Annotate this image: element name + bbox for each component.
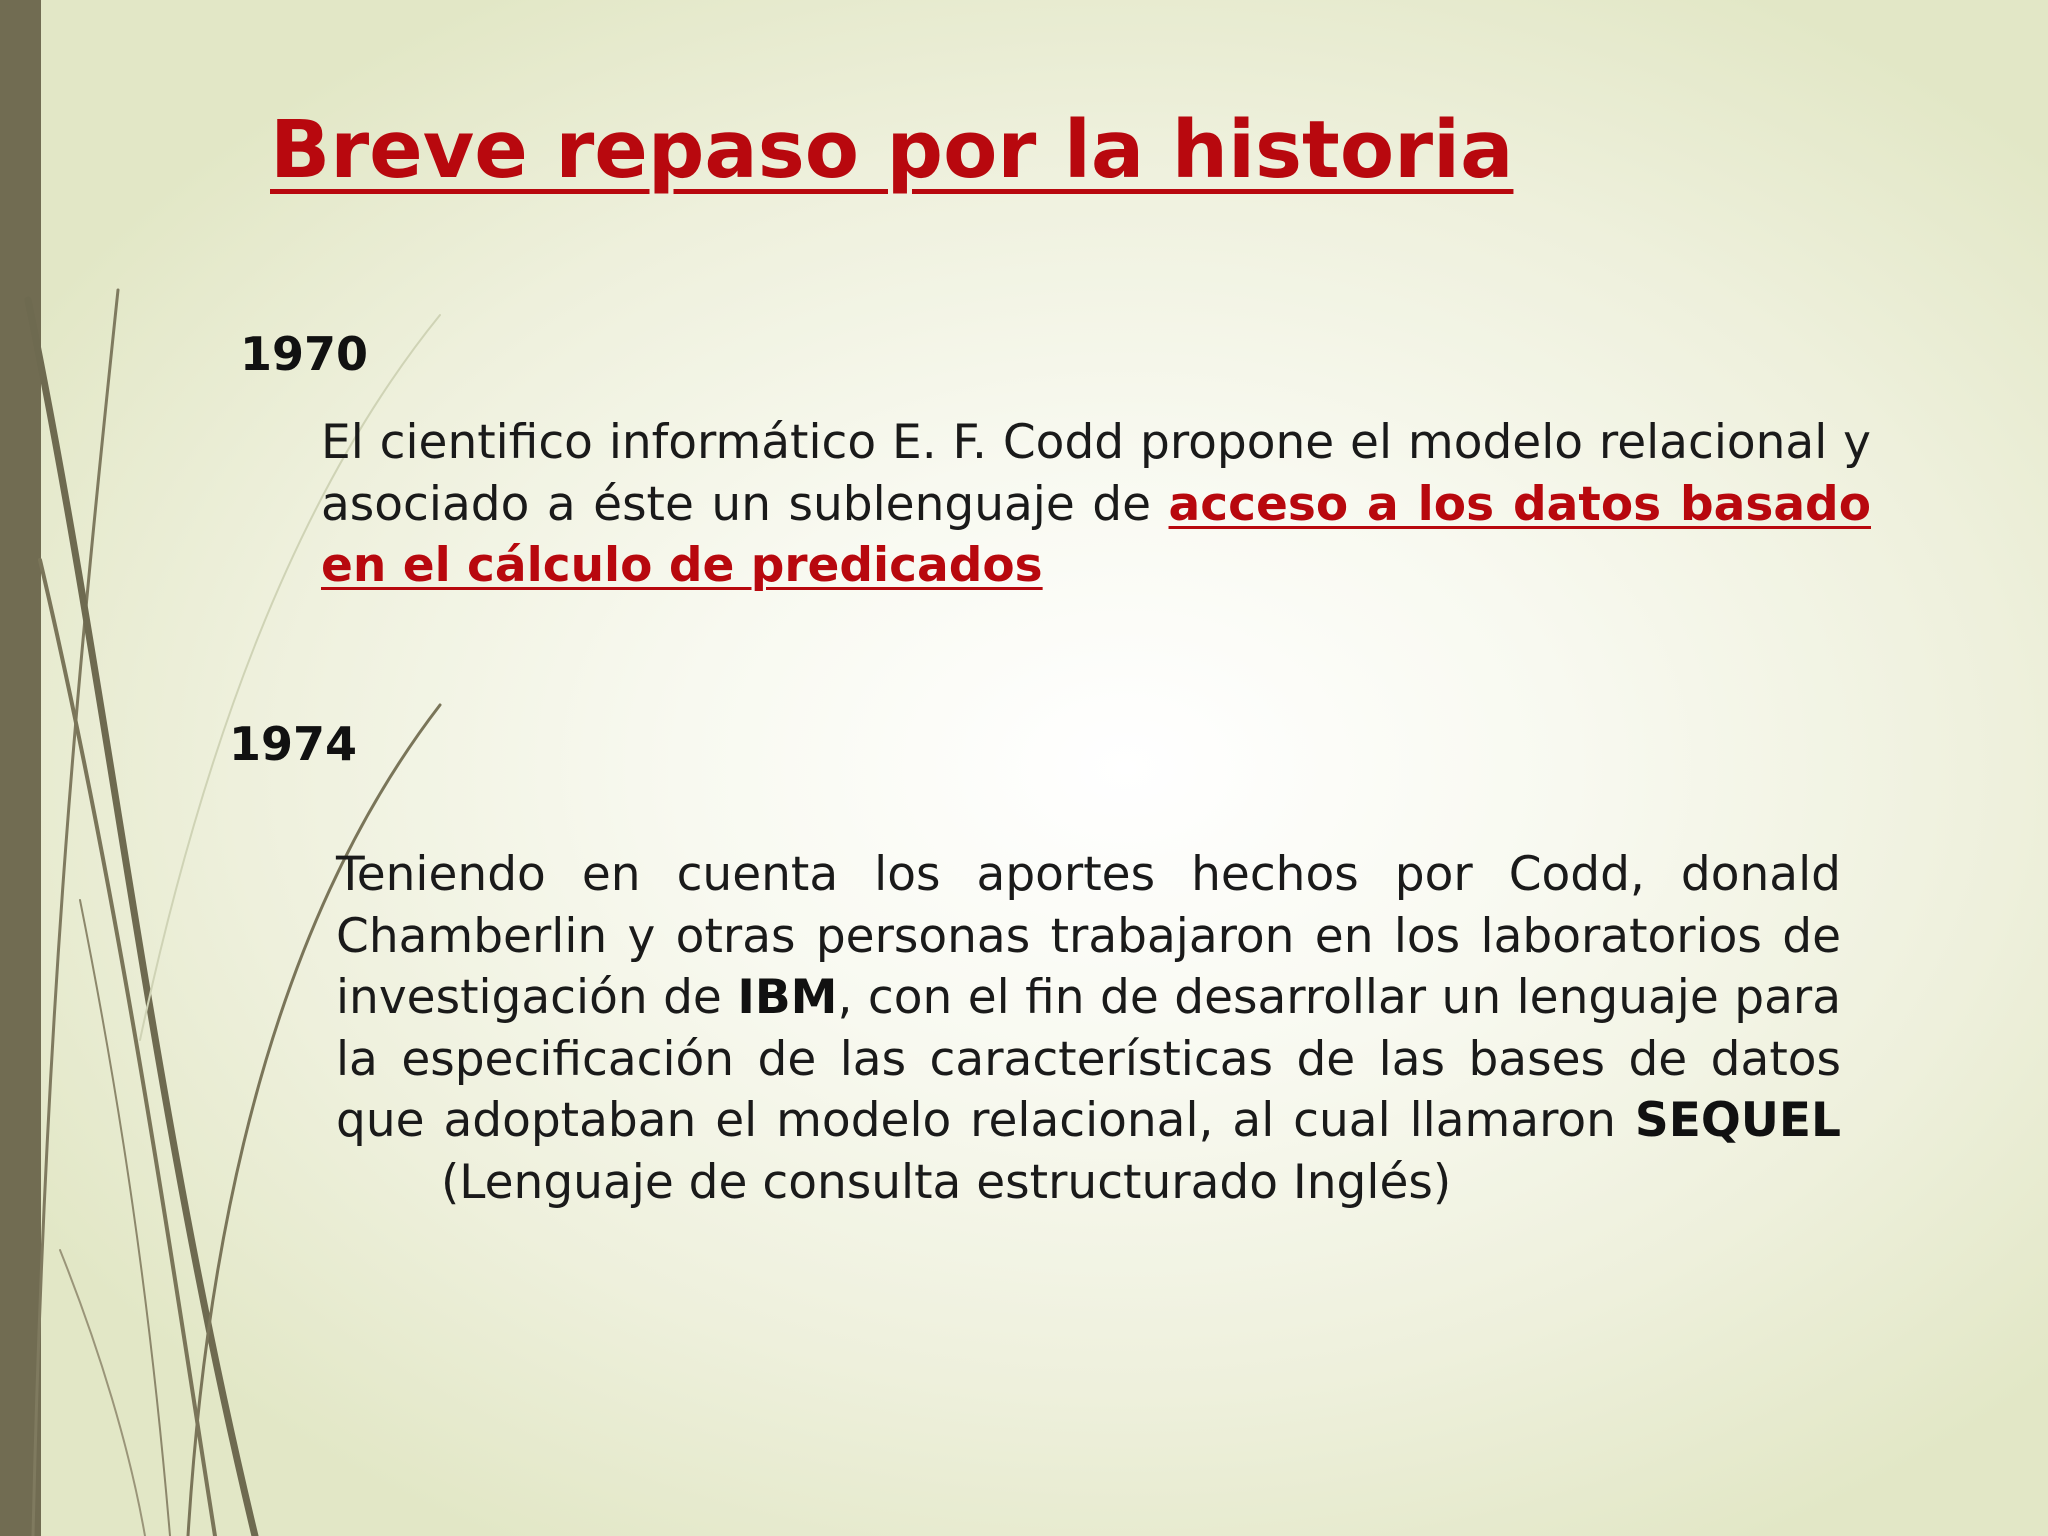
- slide-title: Breve repaso por la historia: [270, 104, 1514, 196]
- paragraph-1974-text-2: , con el fin de desarrollar un lenguaje para la especificación de las características de las bases de datos que adoptaban el modelo relacional, al cual llamaron: [336, 970, 1842, 1148]
- paragraph-1970-text: El cientifico informático E. F. Codd propone el modelo relacional y asociado a éste un sublenguaje de: [321, 415, 1871, 532]
- year-label-1974: 1974: [229, 717, 358, 771]
- sequel-bold: SEQUEL: [1634, 1093, 1841, 1148]
- paragraph-1974-text-1: Teniendo en cuenta los aportes hechos por Codd, donald Chamberlin y otras personas trabajaron en los laboratorios de investigación de: [336, 847, 1841, 1025]
- year-label-1970: 1970: [240, 327, 369, 381]
- paragraph-1970: [321, 412, 1871, 597]
- highlighted-phrase: acceso a los datos basado en el cálculo de predicados: [321, 476, 1871, 593]
- paragraph-1974-text-3: (Lenguaje de consulta estructurado Inglés): [426, 1154, 1452, 1210]
- ibm-bold: IBM: [737, 970, 838, 1025]
- paragraph-1974: [336, 844, 1841, 1213]
